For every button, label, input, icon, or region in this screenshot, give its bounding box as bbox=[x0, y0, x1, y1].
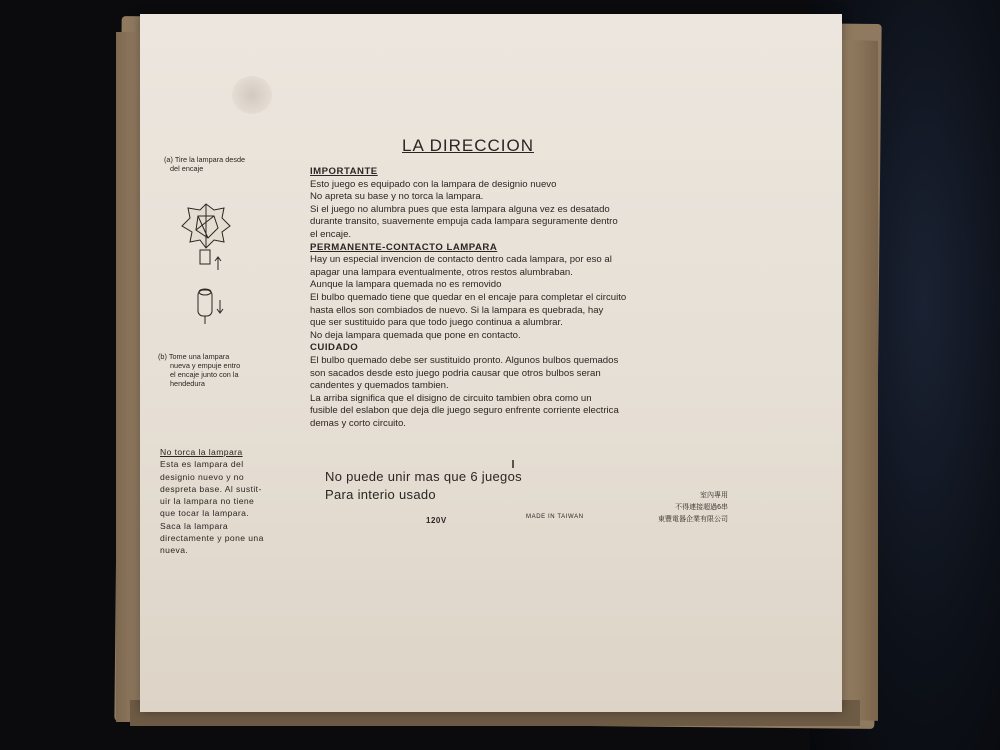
made-in-label: MADE IN TAIWAN bbox=[526, 514, 584, 520]
voltage-label: 120V bbox=[426, 516, 447, 525]
side-caution-box: No torca la lampara Esta es lampara del designio nuevo y no despreta base. Al sustit- uir la lampara no tiene que tocar la lampara. Saca la lampara directamente y pone una nueva. bbox=[160, 446, 295, 557]
section-heading: IMPORTANTE bbox=[310, 166, 378, 177]
side-instruction-a: (a) Tire la lampara desde del encaje bbox=[164, 155, 246, 173]
side-instruction-b: (b) Tome una lampara nueva y empuje entro el encaje junto con la hendedura bbox=[158, 352, 241, 388]
section-heading: CUIDADO bbox=[310, 342, 359, 354]
bulb-diagram-icon bbox=[178, 200, 238, 330]
page-title: LA DIRECCION bbox=[402, 136, 534, 155]
instruction-sheet bbox=[140, 14, 842, 712]
usage-notice: No puede unir mas que 6 juegos Para interio usado bbox=[325, 469, 522, 502]
manufacturer-block: 室內專用 不得連接超過6串 東豐電器企業有限公司 bbox=[658, 492, 728, 523]
section-heading: PERMANENTE-CONTACTO LAMPARA bbox=[310, 241, 498, 253]
side-caution-heading: No torca la lampara bbox=[160, 447, 243, 457]
print-mark bbox=[512, 460, 514, 468]
main-instructions: IMPORTANTE Esto juego es equipado con la lampara de designio nuevo No apreta su base y no torca la lampara. Si el juego no alumbra pues que esta lampara alguna vez es desatado durante transito, suavemente empuja cada lampara seguramente dentro el encaje. PERMANENTE-CONTACTO LAMPARA Hay un especial invencion de contacto dentro cada lampara, por eso al apagar una lampara eventualmente, otros restos alumbraban. Aunque la lampara quemada no es removido El bulbo quemado tiene que quedar en el encaje para completar el circuito hasta ellos son combiados de nuevo. Si la lampara es quebrada, hay que ser sustituido para que todo juego continua a alumbrar. No deja lampara quemada que pone en contacto. CUIDADO El bulbo quemado debe ser sustituido pronto. Algunos bulbos quemados son sacados desde esto juego podria causar que otros bulbos seran candentes y quemados tambien. La arriba significa que el disigno de circuito tambien obra como un fusible del eslabon que deja dle juego seguro enfrente corriente electrica demas y corto circuito. bbox=[310, 166, 725, 430]
paper-stain bbox=[232, 76, 272, 114]
